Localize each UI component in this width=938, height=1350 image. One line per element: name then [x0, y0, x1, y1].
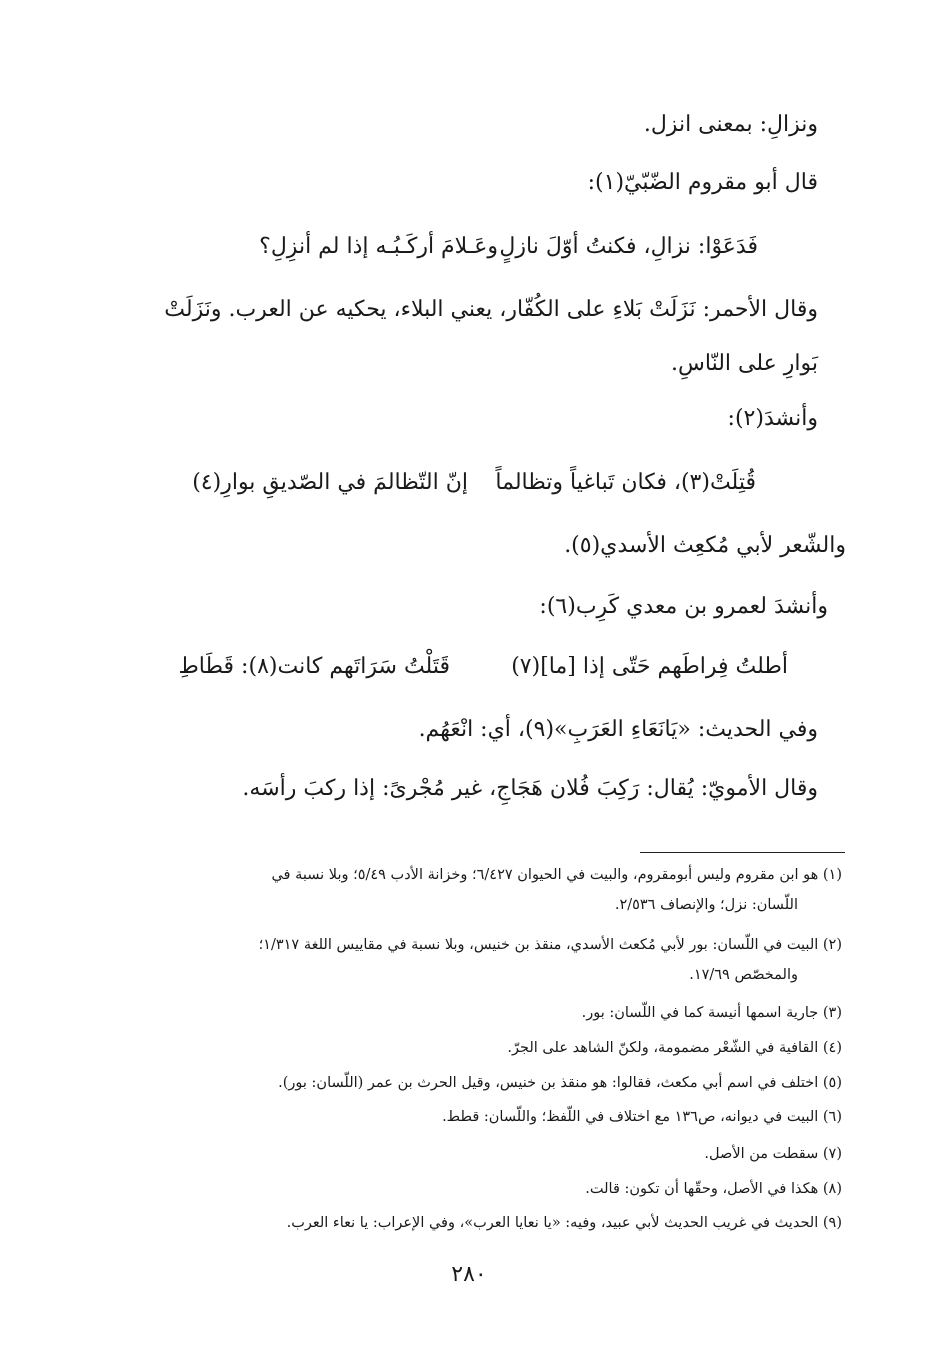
footnote: (٢) البيت في اللّسان: بور لأبي مُكعث الأسدي، منقذ بن خنيس، وبلا نسبة في مقاييس اللغة ١/٣١٧؛ [258, 937, 842, 953]
text-line: وأنشدَ لعمرو بن معدي كَرِب(٦): [539, 594, 828, 619]
footnote: (٧) سقطت من الأصل. [704, 1146, 842, 1162]
verse-hemistich-first: فَدَعَوْا: نزالِ، فكنتُ أوّلَ نازلٍ [499, 234, 758, 259]
footnote: (٣) جارية اسمها أنيسة كما في اللّسان: بور. [581, 1005, 842, 1021]
text-line: وأنشدَ(٢): [727, 406, 818, 431]
text-line: والشّعر لأبي مُكعِث الأسدي(٥). [564, 533, 846, 558]
footnote: (٤) القافية في الشّعْر مضمومة، ولكنّ الشاهد على الجرّ. [507, 1040, 842, 1056]
text-line: وقال الأمويّ: يُقال: رَكِبَ فُلان هَجَاجِ، غير مُجْرىً: إذا ركبَ رأسَه. [242, 776, 818, 801]
verse-hemistich-second: وعَـلامَ أركَـبُـه إذا لم أنزِلِ؟ [259, 234, 498, 259]
footnote: (٦) البيت في ديوانه، ص١٣٦ مع اختلاف في اللّفظ؛ واللّسان: قطط. [442, 1109, 842, 1125]
footnote-continuation: اللّسان: نزل؛ والإنصاف ٢/٥٣٦. [614, 897, 798, 913]
verse-hemistich-second: إنّ التّظالمَ في الصّديقِ بوارِ(٤) [192, 470, 468, 495]
text-line: ونزالِ: بمعنى انزل. [643, 112, 818, 137]
verse-hemistich-first: أطلتُ فِراطَهم حَتّى إذا [ما](٧) [511, 654, 788, 679]
text-line: بَوارِ على النّاسِ. [671, 351, 818, 376]
verse-hemistich-second: قَتَلْتُ سَرَاتَهم كانت(٨): قَطَاطِ [178, 654, 450, 679]
page-number: ٢٨٠ [451, 1262, 487, 1287]
text-line: قال أبو مقروم الضّبّيّ(١): [587, 170, 818, 195]
text-line: وفي الحديث: «يَانَعَاءِ العَرَبِ»(٩)، أي: انْعَهُم. [418, 717, 818, 742]
footnote: (٨) هكذا في الأصل، وحقّها أن تكون: قالت. [585, 1181, 842, 1197]
footnote: (١) هو ابن مقروم وليس أبومقروم، والبيت في الحيوان ٦/٤٢٧؛ وخزانة الأدب ٥/٤٩؛ وبلا نسبة في [271, 867, 842, 883]
text-line: وقال الأحمر: نَزَلَتْ بَلاءِ على الكُفّار، يعني البلاء، يحكيه عن العرب. ونَزَلَتْ [164, 297, 818, 322]
footnote-continuation: والمخصّص ١٧/٦٩. [689, 967, 798, 983]
verse-hemistich-first: قُتِلَتْ(٣)، فكان تَباغياً وتظالماً [495, 470, 756, 495]
footnote: (٩) الحديث في غريب الحديث لأبي عبيد، وفيه: «يا نعايا العرب»، وفي الإعراب: يا نعاء العرب. [286, 1215, 842, 1231]
footnote-divider [640, 852, 845, 853]
footnote: (٥) اختلف في اسم أبي مكعث، فقالوا: هو منقذ بن خنيس، وقيل الحرث بن عمر (اللّسان: بور). [278, 1075, 842, 1091]
